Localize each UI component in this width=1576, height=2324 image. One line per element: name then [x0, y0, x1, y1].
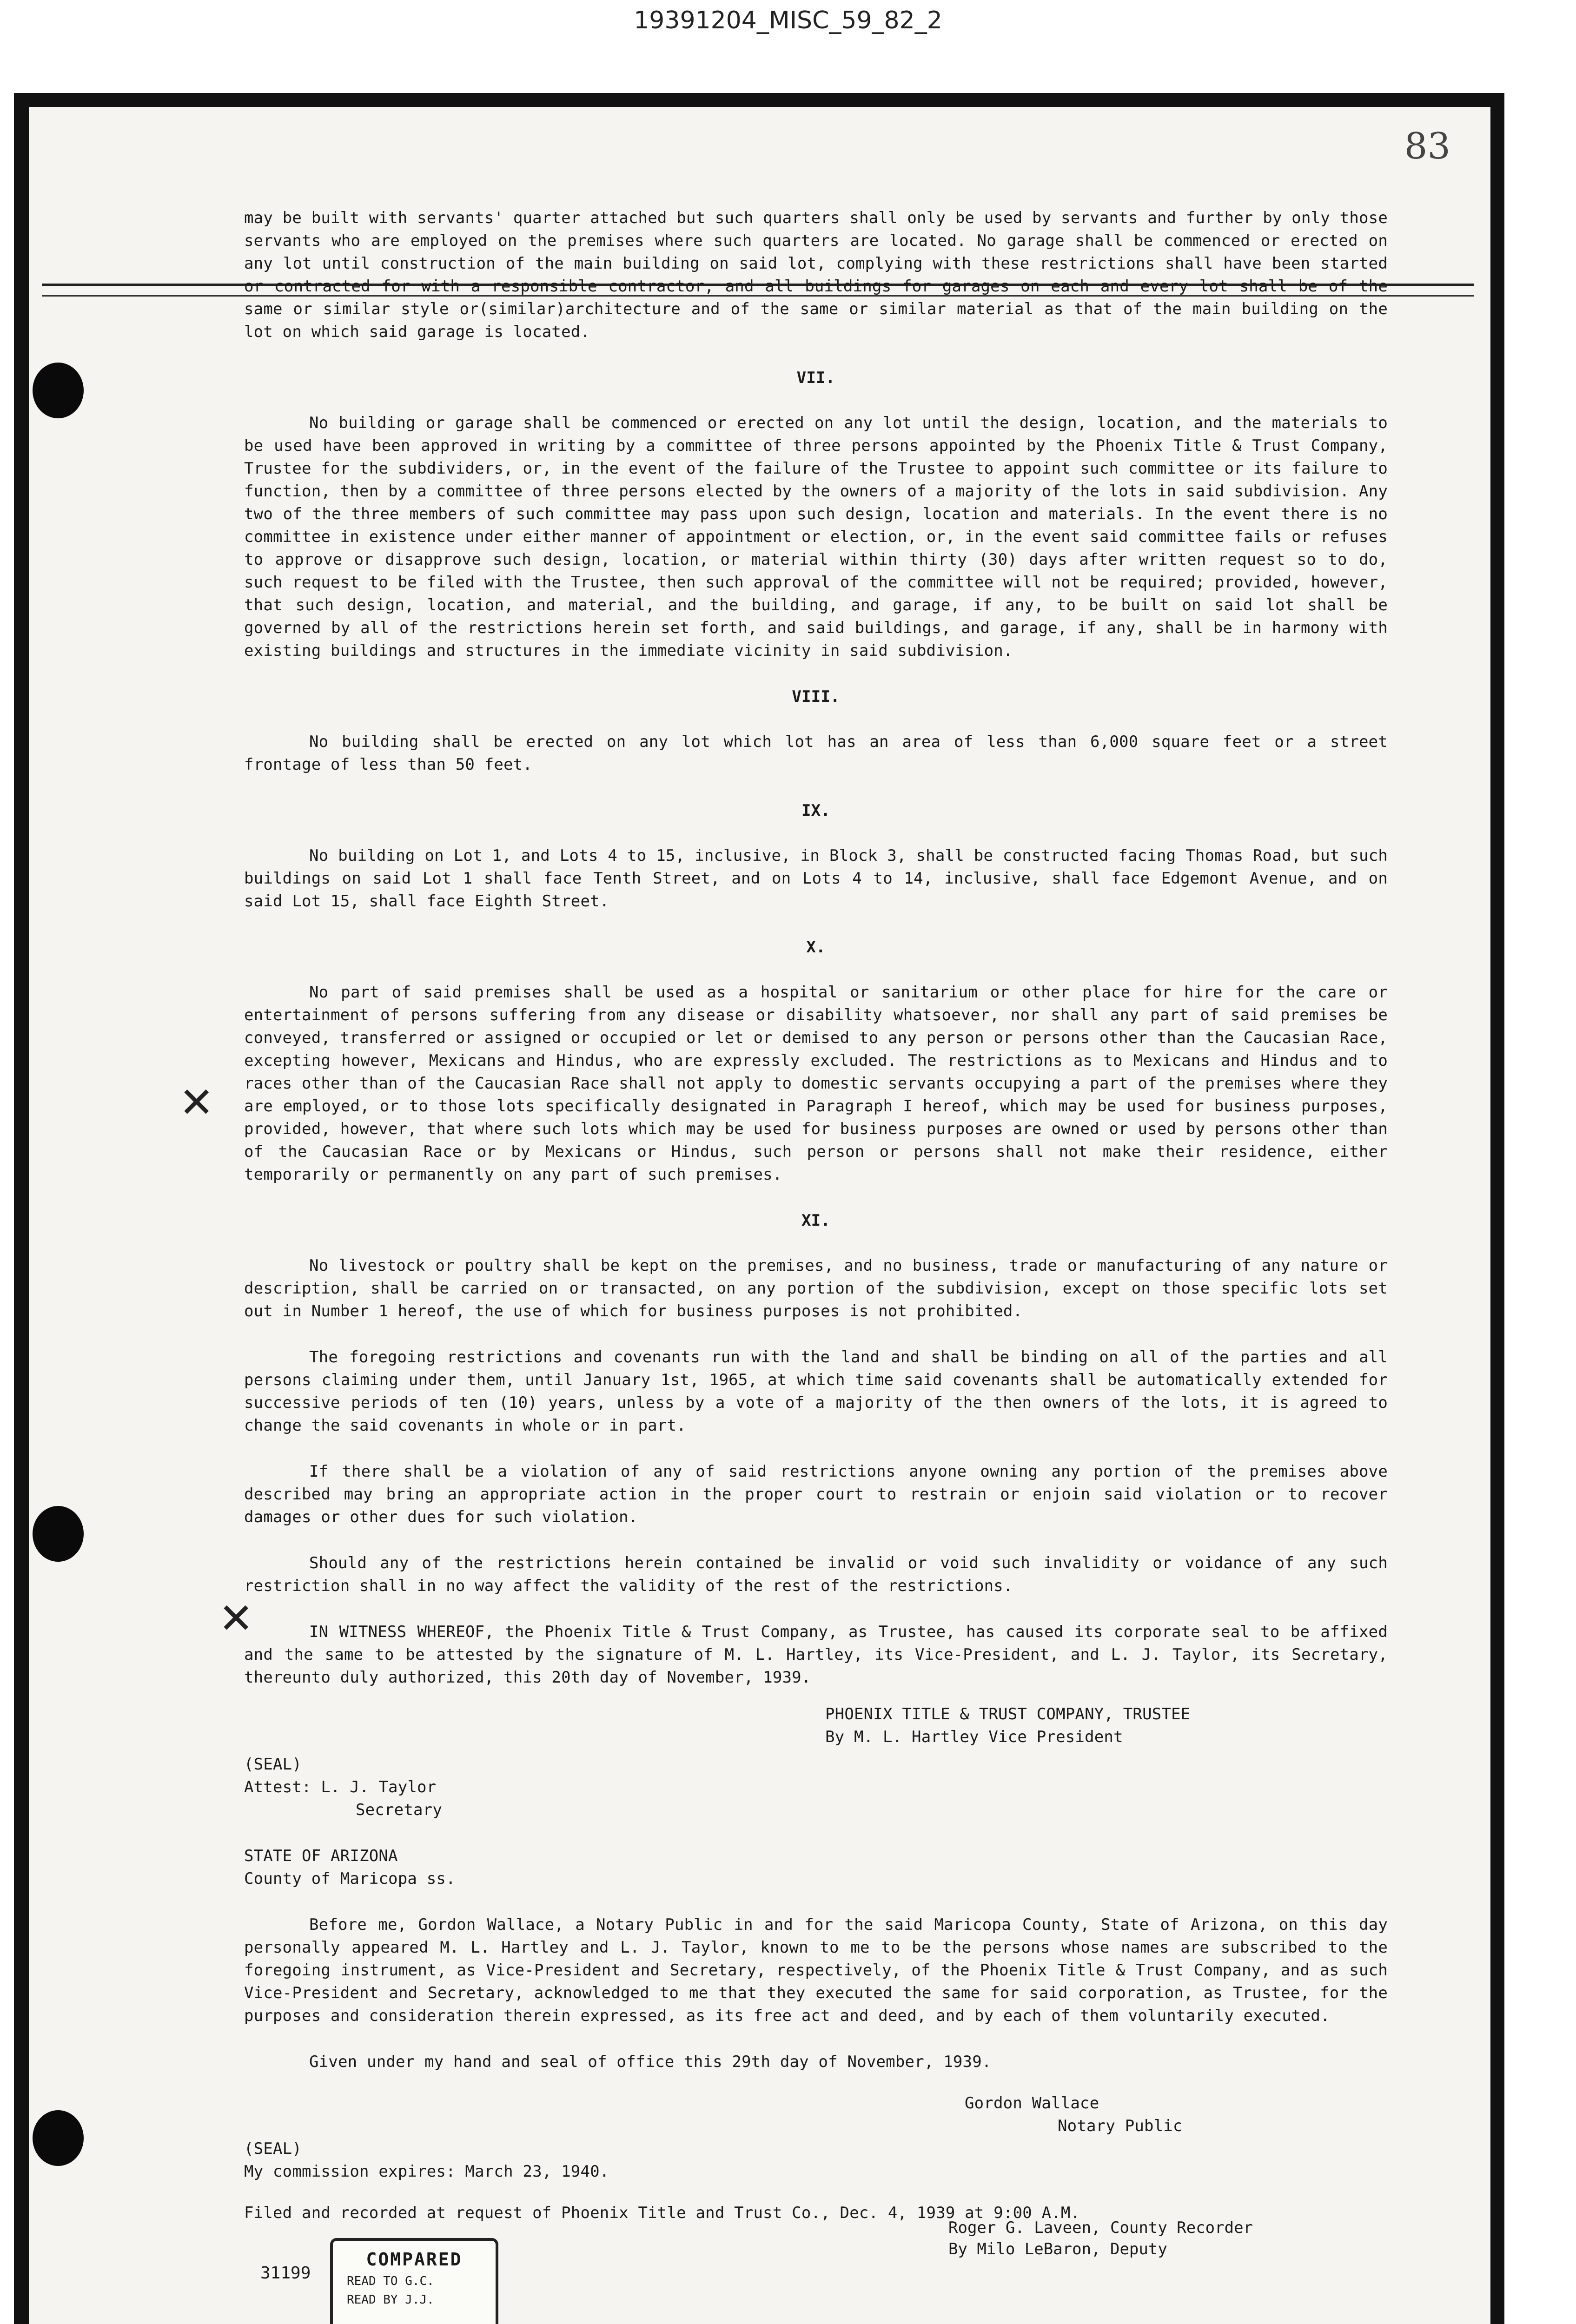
company-signature: PHOENIX TITLE & TRUST COMPANY, TRUSTEE — [825, 1705, 1191, 1723]
notary-name: Gordon Wallace — [965, 2094, 1099, 2113]
section-heading-ix: IX. — [801, 801, 830, 820]
secretary-label: Secretary — [356, 1801, 443, 1819]
section-vii-text: No building or garage shall be commenced or erected on any lot until the design, location, and the materials to be used have been approved in writing by a committee of three persons appointed by the Phoenix Title & Trust Company, Trustee for the subdividers, or, in the event of the failure of the Trustee to appoint such committee or its failure to function, then by a committee of three persons elected by the owners of a majority of the lots in said subdivision. Any two of the three members of such committee may pass upon such design, location and materials. In the event there is no committee in existence under either manner of appointment or election, or, in the event said committee fails or refuses to approve or disapprove such design, location, or material within thirty (30) days after written request so to do, such request to be filed with the Trustee, then such approval of the committee will not be required; provided, however, that such design, location, and material, and the building, and garage, if any, to be built on said lot shall be governed by all of the restrictions herein set forth, and said buildings, and garage, if any, shall be in harmony with existing buildings and structures in the immediate vicinity in said subdivision. — [244, 414, 1388, 660]
recorder-deputy: By Milo LeBaron, Deputy — [948, 2240, 1167, 2258]
stamp-read-by: READ BY J.J. — [347, 2293, 434, 2307]
witness-paragraph: IN WITNESS WHEREOF, the Phoenix Title & Trust Company, as Trustee, has caused its corporate seal to be affixed and the same to be attested by the signature of M. L. Hartley, its Vice-President, and L. J. Taylor, its Secretary, thereunto duly authorized, this 20th day of November, 1939. — [244, 1623, 1388, 1687]
stamp-title: COMPARED — [366, 2249, 463, 2270]
section-heading-x: X. — [806, 938, 826, 957]
scan-border-left — [14, 93, 29, 2324]
handwritten-x-mark: ✕ — [179, 1078, 214, 1127]
section-xi-text: No livestock or poultry shall be kept on the premises, and no business, trade or manufacturing of any nature or description, shall be carried on or transacted, on any portion of the subdivision, except on those specific lots set out in Number 1 hereof, the use of which for business purposes is not prohibited. — [244, 1256, 1388, 1320]
compared-stamp — [330, 2238, 498, 2324]
scan-border-right — [1490, 93, 1504, 2324]
notary-state: STATE OF ARIZONA — [244, 1847, 398, 1865]
page-number: 83 — [1404, 125, 1450, 167]
document-number: 31199 — [260, 2264, 311, 2283]
county-recorder-block — [948, 2217, 1253, 2260]
punch-hole — [33, 2110, 84, 2166]
stamp-read-to: READ TO G.C. — [347, 2274, 434, 2288]
section-ix-text: No building on Lot 1, and Lots 4 to 15, inclusive, in Block 3, shall be constructed facing Thomas Road, but such buildings on said Lot 1 shall face Tenth Street, and on Lots 4 to 14, inclusive, shall face Edgemont Avenue, and on said Lot 15, shall face Eighth Street. — [244, 846, 1388, 911]
notary-acknowledgment: Before me, Gordon Wallace, a Notary Public in and for the said Maricopa County, State of Arizona, on this day personally appeared M. L. Hartley and L. J. Taylor, known to me to be the persons whose names are subscribed to the foregoing instrument, as Vice-President and Secretary, respectively, of the Phoenix Title & Trust Company, and as such Vice-President and Secretary, acknowledged to me that they executed the same for said corporation, as Trustee, for the purposes and consideration therein expressed, as its free act and deed, and by each of them voluntarily executed. — [244, 1915, 1388, 2025]
commission-expiry: My commission expires: March 23, 1940. — [244, 2162, 609, 2181]
filed-recorded-line: Filed and recorded at request of Phoenix Title and Trust Co., Dec. 4, 1939 at 9:00 A.M. — [244, 2204, 1080, 2222]
scan-border-top — [14, 93, 1502, 107]
handwritten-x-mark: ✕ — [219, 1594, 254, 1643]
section-heading-vii: VII. — [796, 369, 835, 387]
section-heading-viii: VIII. — [792, 687, 840, 706]
document-body — [244, 207, 1388, 2225]
covenants-paragraph: The foregoing restrictions and covenants run with the land and shall be binding on all of the parties and all persons claiming under them, until January 1st, 1965, at which time said covenants shall be automatically extended for successive periods of ten (10) years, unless by a vote of a majority of the then owners of the lots, it is agreed to change the said covenants in whole or in part. — [244, 1348, 1388, 1435]
notary-title: Notary Public — [1058, 2117, 1183, 2135]
section-heading-xi: XI. — [801, 1211, 830, 1230]
recorder-name: Roger G. Laveen, County Recorder — [948, 2218, 1253, 2237]
section-x-text: No part of said premises shall be used as a hospital or sanitarium or other place for hire for the care or entertainment of persons suffering from any disease or disability whatsoever, nor shall any part of said premises be conveyed, transferred or assigned or occupied or let or demised to any person or persons other than the Caucasian Race, excepting however, Mexicans and Hindus, who are expressly excluded. The restrictions as to Mexicans and Hindus and to races other than of the Caucasian Race shall not apply to domestic servants occupying a part of the premises where they are employed, or to those lots specifically designated in Paragraph I hereof, which may be used for business purposes, provided, however, that where such lots which may be used for business purposes are owned or used by persons other than of the Caucasian Race or by Mexicans or Hindus, such person or persons shall not make their residence, either temporarily or permanently on any part of such premises. — [244, 983, 1388, 1184]
vice-president-signature: By M. L. Hartley Vice President — [825, 1728, 1123, 1746]
notary-seal-label: (SEAL) — [244, 2139, 302, 2158]
violation-paragraph: If there shall be a violation of any of said restrictions anyone owning any portion of the premises above described may bring an appropriate action in the proper court to restrain or enjoin said violation or to recover damages or other dues for such violation. — [244, 1462, 1388, 1526]
file-header: 19391204_MISC_59_82_2 — [634, 7, 942, 34]
intro-paragraph: may be built with servants' quarter attached but such quarters shall only be used by servants and further by only those servants who are employed on the premises where such quarters are located. No garage shall be commenced or erected on any lot until construction of the main building on said lot, complying with these restrictions shall have been started or contracted for with a responsible contractor, and all buildings for garages on each and every lot shall be of the same or similar style or(similar)architecture and of the same or similar material as that of the main building on the lot on which said garage is located. — [244, 209, 1388, 341]
punch-hole — [33, 363, 84, 418]
invalidity-paragraph: Should any of the restrictions herein contained be invalid or void such invalidity or voidance of any such restriction shall in no way affect the validity of the rest of the restrictions. — [244, 1554, 1388, 1595]
corporate-seal-label: (SEAL) — [244, 1755, 302, 1774]
notary-given-line: Given under my hand and seal of office this 29th day of November, 1939. — [309, 2053, 992, 2071]
attest-line: Attest: L. J. Taylor — [244, 1778, 437, 1796]
notary-county: County of Maricopa ss. — [244, 1869, 456, 1888]
punch-hole — [33, 1506, 84, 1562]
section-viii-text: No building shall be erected on any lot which lot has an area of less than 6,000 square feet or a street frontage of less than 50 feet. — [244, 733, 1388, 774]
